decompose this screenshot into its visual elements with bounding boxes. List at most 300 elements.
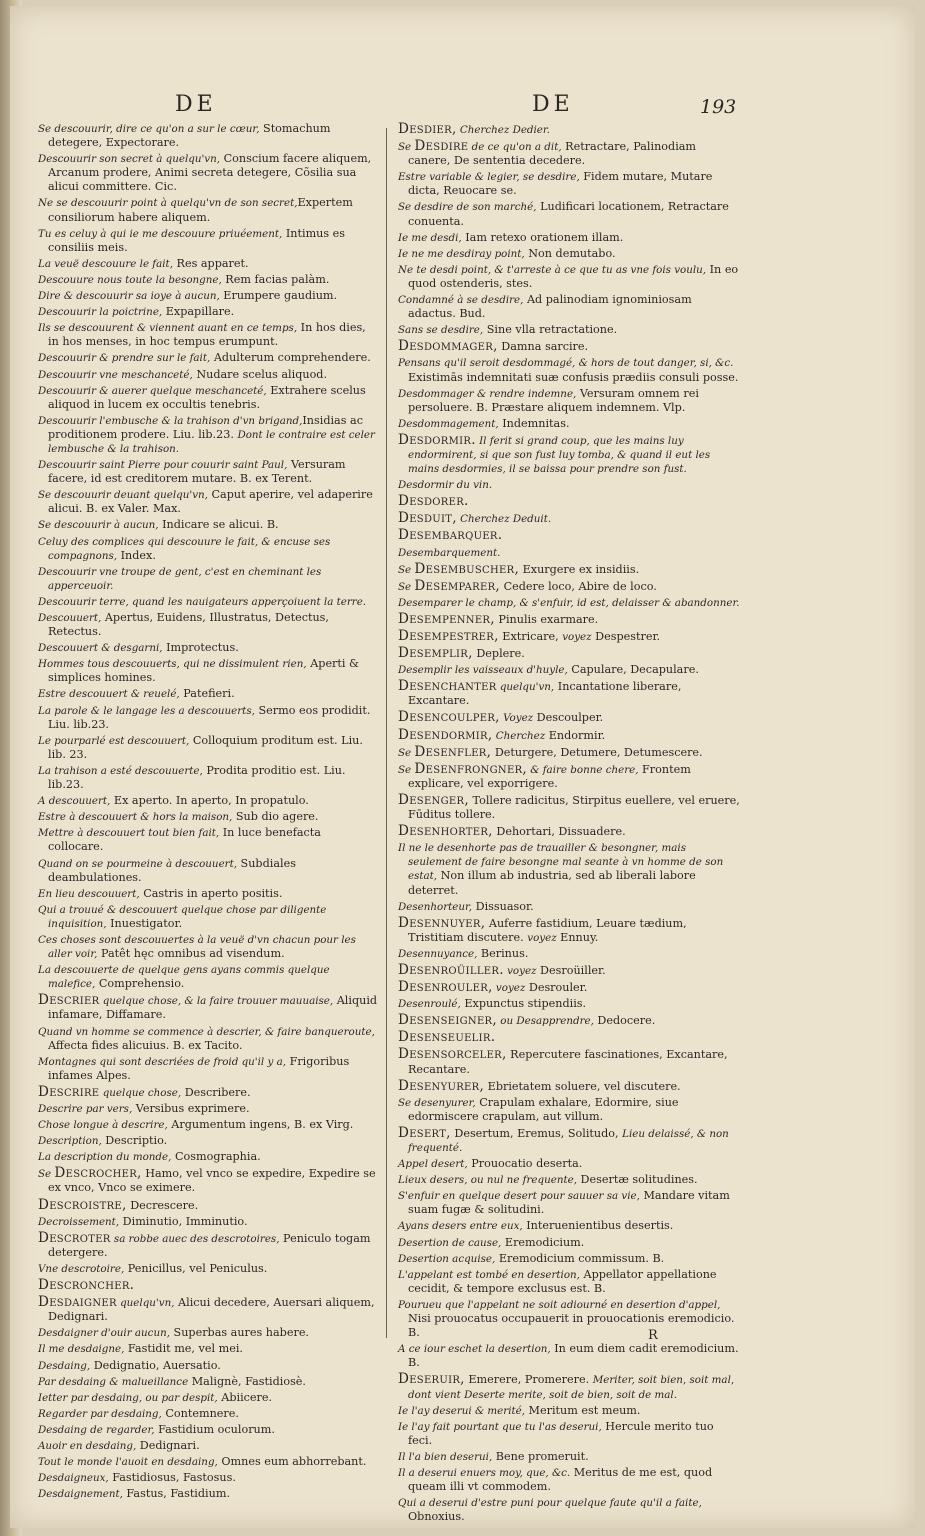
dictionary-entry	[38, 305, 378, 319]
dictionary-entry	[38, 535, 378, 563]
latin-text: Prouocatio deserta.	[467, 1157, 583, 1171]
french-text: Descrire par vers,	[38, 1103, 133, 1115]
french-text: Se desenyurer,	[398, 1096, 476, 1109]
headword: Desdire	[414, 138, 469, 155]
french-text: A ce iour eschet la desertion,	[398, 1343, 551, 1356]
latin-text: Frigoribus infames Alpes.	[48, 1054, 350, 1082]
latin-text: Caput aperire, vel adaperire alicui. B. ex Valer. Max.	[48, 488, 373, 516]
french-text: Condamné à se desdire,	[398, 294, 524, 307]
latin-text: Capulare, Decapulare.	[567, 663, 699, 677]
dictionary-entry	[398, 980, 740, 995]
dictionary-entry	[398, 1342, 740, 1370]
french-text: Celuy des complices qui descouure le fait, & encuse ses compagnons,	[38, 535, 331, 562]
dictionary-entry	[38, 1278, 378, 1293]
latin-text: In eo quod ostenderis, stes.	[408, 262, 739, 290]
dictionary-entry	[398, 663, 740, 677]
french-text: ou Desapprendre,	[497, 1015, 594, 1028]
french-text: L'appelant est tombé en desertion,	[398, 1268, 580, 1281]
latin-text: Erumpere gaudium.	[219, 289, 338, 303]
latin-text: Deturgere, Detumere, Detumescere.	[491, 745, 703, 759]
latin-text: Index.	[117, 548, 156, 562]
dictionary-entry	[38, 1134, 378, 1148]
latin-text: Endormir.	[545, 728, 606, 742]
latin-text: Retractare, Palinodiam canere, De sententia decedere.	[408, 140, 697, 168]
french-text: Descouurir vne meschanceté,	[38, 368, 193, 381]
dictionary-entry	[398, 629, 740, 644]
dictionary-entry	[38, 1455, 378, 1469]
dictionary-entry	[38, 704, 378, 732]
latin-text: Mandare vitam suam fugæ & solitudini.	[408, 1189, 730, 1217]
dictionary-entry	[398, 1450, 740, 1464]
dictionary-entry	[38, 1150, 378, 1164]
headword: Desensorceler,	[398, 1046, 507, 1063]
running-head-right: DE	[532, 92, 574, 117]
headword: Desembarquer.	[398, 527, 503, 544]
latin-text: Abiicere.	[217, 1390, 273, 1404]
dictionary-entry	[398, 122, 740, 137]
dictionary-entry	[38, 1487, 378, 1501]
latin-text: Damna sarcire.	[497, 340, 589, 354]
headword: Desencoulper,	[398, 709, 500, 726]
signature-mark: R	[648, 1328, 658, 1343]
latin-text: Aperti & simplices homines.	[48, 657, 359, 685]
latin-text: Stomachum detegere, Expectorare.	[48, 122, 331, 150]
french-text: Decroissement,	[38, 1215, 120, 1228]
dictionary-entry	[398, 1496, 740, 1524]
latin-text: Versuram omnem rei persoluere. B. Præstare aliquem indemnem. Vlp.	[408, 386, 699, 414]
dictionary-entry	[38, 518, 378, 532]
dictionary-entry	[38, 1198, 378, 1213]
dictionary-entry	[398, 494, 740, 509]
french-text: Description,	[38, 1135, 102, 1148]
right-column	[398, 122, 740, 1526]
latin-text: Indemnitas.	[498, 416, 570, 430]
dictionary-entry	[38, 641, 378, 655]
latin-text: Interuenientibus desertis.	[522, 1219, 674, 1233]
french-text: Quand on se pourmeine à descouuert,	[38, 857, 237, 870]
dictionary-entry	[38, 1231, 378, 1260]
dictionary-entry	[398, 1096, 740, 1124]
french-text: Dont le contraire est celer lembusche & la trahison.	[48, 428, 375, 455]
dictionary-entry	[398, 231, 740, 245]
dictionary-entry	[38, 1407, 378, 1421]
french-text: Desdaigneux,	[38, 1472, 109, 1485]
french-text: quelqu'vn,	[496, 681, 555, 694]
latin-text: Nudare scelus aliquod.	[192, 367, 328, 381]
french-text: Vne descrotoire,	[38, 1262, 125, 1275]
dictionary-entry	[398, 170, 740, 198]
french-text: Descouurir saint Pierre pour couurir saint Paul,	[38, 459, 288, 472]
dictionary-entry	[38, 1085, 378, 1100]
dictionary-entry	[398, 841, 740, 897]
headword: Desempenner,	[398, 610, 495, 627]
dictionary-entry	[398, 1079, 740, 1094]
dictionary-entry	[398, 646, 740, 661]
french-text: Desennuyance,	[398, 947, 478, 960]
latin-text: Argumentum ingens, B. ex Virg.	[167, 1118, 354, 1132]
dictionary-entry	[38, 458, 378, 486]
dictionary-entry	[38, 122, 378, 150]
headword: Desembuscher,	[414, 560, 520, 577]
french-text: Descouurir & prendre sur le fait,	[38, 352, 211, 365]
dictionary-entry	[398, 916, 740, 945]
french-text: Par desdaing & malueillance	[38, 1375, 189, 1388]
french-text: Desenhorteur,	[398, 900, 473, 913]
latin-text: Sine vlla retractatione.	[483, 323, 618, 337]
latin-text: Ex aperto. In aperto, In propatulo.	[110, 794, 309, 808]
french-text: Meriter, soit bien, soit mal, dont vient Deserte merite, soit de bien, soit de mal.	[408, 1374, 735, 1401]
dictionary-entry	[398, 1013, 740, 1028]
latin-text: Nisi prouocatus occupauerit in prouocationis eremodicio. B.	[408, 1312, 735, 1340]
dictionary-entry	[398, 339, 740, 354]
headword: Desemparer,	[414, 577, 501, 594]
french-text: de ce qu'on a dit,	[468, 141, 562, 154]
french-text: voyez	[562, 631, 592, 643]
french-text: Ie l'ay deserui & merité,	[398, 1404, 525, 1417]
dictionary-entry	[38, 1423, 378, 1437]
french-text: Montagnes qui sont descriées de froid qu'il y a,	[38, 1055, 287, 1068]
headword: Desenyurer,	[398, 1077, 485, 1094]
french-text: Lieux desers, ou nul ne frequente,	[398, 1174, 577, 1187]
french-text: Desenroulé,	[398, 998, 461, 1011]
dictionary-entry	[38, 1262, 378, 1276]
french-text: Desembarquement.	[398, 546, 501, 559]
dictionary-entry	[38, 826, 378, 854]
french-text: Cherchez Deduit.	[456, 513, 552, 526]
latin-text: Repercutere fascinationes, Excantare, Recantare.	[408, 1048, 728, 1076]
french-text: Auoir en desdaing,	[38, 1439, 137, 1452]
dictionary-entry	[398, 1126, 740, 1155]
latin-text: Descriptio.	[101, 1134, 168, 1148]
dictionary-entry	[398, 596, 740, 610]
dictionary-entry	[38, 963, 378, 991]
headword: Desenseigner,	[398, 1012, 497, 1029]
latin-text: Auferre fastidium, Leuare tædium, Tristitiam discutere.	[408, 916, 687, 944]
dictionary-entry	[38, 611, 378, 639]
latin-text: Appellator appellatione cecidit, & tempore exclusus est. B.	[408, 1267, 717, 1295]
latin-text: Non illum ab industria, sed ab liberali labore deterret.	[408, 869, 696, 897]
latin-text: Dedocere.	[593, 1014, 656, 1028]
dictionary-entry	[38, 565, 378, 593]
latin-text: Dehortari, Dissuadere.	[492, 825, 626, 839]
french-text: Se	[398, 580, 415, 593]
dictionary-entry	[38, 764, 378, 792]
dictionary-entry	[398, 1030, 740, 1045]
dictionary-entry	[398, 1236, 740, 1250]
latin-text: Extrahere scelus aliquod in lucem ex occultis tenebris.	[48, 383, 366, 411]
french-text: quelqu'vn,	[116, 1297, 175, 1310]
french-text: Desdaing de regarder,	[38, 1423, 155, 1436]
dictionary-entry	[38, 196, 378, 224]
french-text: Cherchez	[492, 729, 546, 742]
french-text: Estre descouuert & reuelé,	[38, 688, 180, 701]
french-text: La veuë descouure le fait,	[38, 257, 173, 270]
french-text: Ne te desdi point, & t'arreste à ce que tu as vne fois voulu,	[398, 263, 707, 276]
french-text: Desdommagement,	[398, 417, 499, 430]
latin-text: Hercule merito tuo feci.	[408, 1419, 714, 1447]
dictionary-entry	[398, 1173, 740, 1187]
french-text: Descouurir la poictrine,	[38, 306, 163, 319]
french-text: Il a deserui enuers moy, que, &c.	[398, 1466, 571, 1479]
latin-text: Frontem explicare, vel exporrigere.	[408, 762, 691, 790]
dictionary-entry	[398, 200, 740, 228]
dictionary-entry	[38, 1166, 378, 1195]
french-text: sa robbe auec des descrotoires,	[110, 1232, 280, 1245]
french-text: Sans se desdire,	[398, 324, 484, 337]
french-text: Appel desert,	[398, 1158, 468, 1171]
french-text: voyez	[503, 964, 537, 977]
headword: Descrocher,	[54, 1165, 142, 1182]
french-text: Se	[398, 563, 415, 576]
latin-text: Existimās indemnitati suæ confusis prædiis consuli posse.	[408, 370, 739, 384]
dictionary-entry	[398, 247, 740, 261]
french-text: Desdommager & rendre indemne,	[398, 387, 577, 400]
latin-text: Despestrer.	[591, 630, 661, 643]
headword: Desert,	[398, 1124, 451, 1141]
french-text: Se descouurir, dire ce qu'on a sur le cœur,	[38, 123, 260, 135]
dictionary-entry	[38, 289, 378, 303]
latin-text: Deplere.	[472, 647, 525, 661]
latin-text: Inuestigator.	[106, 916, 183, 930]
latin-text: Res apparet.	[172, 256, 249, 270]
dictionary-entry	[398, 762, 740, 791]
dictionary-entry	[38, 794, 378, 808]
latin-text: Incantatione liberare, Excantare.	[408, 680, 682, 708]
latin-text: Describere.	[181, 1085, 251, 1099]
latin-text: Decrescere.	[126, 1198, 199, 1212]
french-text: Descouure nous toute la besongne,	[38, 273, 222, 286]
headword: Desenfler,	[414, 743, 492, 760]
headword: Desendormir,	[398, 726, 493, 743]
dictionary-entry	[38, 351, 378, 365]
dictionary-entry	[398, 1189, 740, 1217]
latin-text: Hamo, vel vnco se expedire, Expedire se ex vnco, Vnco se eximere.	[48, 1167, 376, 1195]
dictionary-entry	[398, 963, 740, 978]
dictionary-entry	[398, 1466, 740, 1494]
dictionary-entry	[398, 1404, 740, 1418]
french-text: Descouurir vne troupe de gent, c'est en cheminant les apperceuoir.	[38, 565, 322, 592]
french-text: La trahison a esté descouuerte,	[38, 764, 203, 777]
latin-text: Sub dio agere.	[232, 810, 319, 824]
column-rule	[386, 128, 387, 1338]
latin-text: Patêt hęc omnibus ad visendum.	[97, 947, 285, 961]
french-text: Pensans qu'il seroit desdommagé, & hors de tout danger, si, &c.	[398, 357, 734, 370]
french-text: Pourueu que l'appelant ne soit adiourné en desertion d'appel,	[398, 1298, 721, 1311]
dictionary-entry	[398, 1047, 740, 1076]
latin-text: Intimus es consiliis meis.	[48, 226, 346, 254]
dictionary-entry	[398, 1252, 740, 1266]
latin-text: Versuram facere, id est creditorem mutare. B. ex Terent.	[48, 458, 346, 486]
dictionary-entry	[38, 657, 378, 685]
latin-text: Patefieri.	[179, 687, 235, 701]
latin-text: Prodita proditio est. Liu. lib.23.	[48, 763, 346, 792]
french-text: Voyez	[499, 712, 534, 725]
french-text: Se	[398, 763, 415, 776]
french-text: voyez	[492, 982, 526, 995]
dictionary-entry	[38, 368, 378, 382]
dictionary-entry	[38, 1471, 378, 1485]
latin-text: Pinulis exarmare.	[494, 612, 599, 626]
headword: Descroncher.	[38, 1277, 135, 1294]
dictionary-entry	[398, 356, 740, 384]
latin-text: Castris in aperto positis.	[139, 886, 283, 900]
french-text: Ie ne me desdiray point,	[398, 247, 525, 260]
dictionary-entry	[38, 1102, 378, 1116]
dictionary-entry	[38, 152, 378, 194]
latin-text: Dedignari.	[136, 1438, 200, 1452]
french-text: Se	[398, 141, 415, 154]
headword: Desenrouler,	[398, 979, 493, 996]
french-text: Hommes tous descouuerts, qui ne dissimulent rien,	[38, 658, 307, 671]
running-head-left: DE	[175, 92, 217, 117]
latin-text: Descoulper.	[533, 711, 604, 725]
headword: Desdormir.	[398, 431, 476, 448]
headword: Desdier,	[398, 121, 457, 137]
dictionary-entry	[398, 478, 740, 492]
dictionary-entry	[398, 793, 740, 822]
dictionary-entry	[38, 993, 378, 1022]
headword: Desdaigner	[38, 1294, 117, 1311]
dictionary-entry	[398, 1268, 740, 1296]
dictionary-entry	[398, 293, 740, 321]
left-column	[38, 122, 378, 1503]
french-text: quelque chose, & la faire trouuer mauuaise,	[99, 995, 334, 1008]
latin-text: Exurgere ex insidiis.	[519, 562, 640, 576]
dictionary-entry	[398, 679, 740, 708]
french-text: Mettre à descouuert tout bien fait,	[38, 827, 220, 840]
dictionary-entry	[398, 1420, 740, 1448]
headword: Descroter	[38, 1229, 111, 1246]
latin-text: Insidias ac proditionem prodere. Liu. lib.23.	[48, 413, 363, 441]
dictionary-entry	[38, 595, 378, 609]
french-text: Desemparer le champ, & s'enfuir, id est, delaisser & abandonner.	[398, 596, 740, 609]
french-text: Se descouurir deuant quelqu'vn,	[38, 489, 208, 502]
dictionary-entry	[38, 857, 378, 885]
latin-text: Non demutabo.	[524, 246, 616, 260]
latin-text: Dissuasor.	[472, 899, 534, 913]
french-text: Se descouurir à aucun,	[38, 519, 159, 532]
french-text: La parole & le langage les a descouuerts,	[38, 704, 255, 717]
dictionary-entry	[38, 1055, 378, 1083]
french-text: Tu es celuy à qui ie me descouure priuéement,	[38, 227, 283, 240]
dictionary-entry	[398, 323, 740, 337]
headword: Descroistre,	[38, 1196, 127, 1213]
latin-text: Expapillare.	[162, 305, 235, 319]
latin-text: Superbas aures habere.	[169, 1326, 309, 1340]
dictionary-entry	[398, 433, 740, 476]
dictionary-entry	[38, 227, 378, 255]
french-text: Descouurir son secret à quelqu'vn,	[38, 153, 221, 166]
headword: Descrire	[38, 1083, 100, 1100]
latin-text: Peniculo togam detergere.	[48, 1231, 371, 1259]
french-text: Desertion de cause,	[398, 1236, 502, 1249]
latin-text: Expertem consiliorum habere aliquem.	[48, 196, 353, 224]
dictionary-entry	[398, 1157, 740, 1171]
french-text: Le pourparlé est descouuert,	[38, 734, 190, 747]
dictionary-entry	[398, 528, 740, 543]
french-text: Desertion acquise,	[398, 1252, 496, 1265]
latin-text: Alicui decedere, Auersari aliquem, Dedignari.	[48, 1296, 375, 1324]
latin-text: Versibus exprimere.	[132, 1102, 250, 1115]
french-text: Descouurir & auerer quelque meschanceté,	[38, 384, 267, 397]
french-text: Estre variable & legier, se desdire,	[398, 171, 580, 184]
french-text: A descouuert,	[38, 795, 111, 808]
latin-text: Subdiales deambulationes.	[48, 856, 296, 884]
dictionary-entry	[398, 263, 740, 291]
latin-text: Ennuy.	[556, 930, 599, 944]
dictionary-entry	[398, 579, 740, 594]
dictionary-entry	[398, 900, 740, 914]
french-text: Qui a deserui d'estre puni pour quelque faute qu'il a faite,	[398, 1497, 702, 1510]
latin-text: Fastus, Fastidium.	[122, 1487, 230, 1501]
french-text: Desdaing,	[38, 1359, 91, 1372]
french-text: Lieu delaissé, & non frequenté.	[408, 1127, 729, 1154]
french-text: quelque chose,	[99, 1086, 182, 1099]
dictionary-entry	[398, 387, 740, 415]
headword: Desduit,	[398, 510, 457, 527]
dictionary-entry	[398, 728, 740, 743]
dictionary-entry	[398, 745, 740, 760]
dictionary-entry	[38, 734, 378, 762]
latin-text: Meritum est meum.	[525, 1403, 641, 1417]
french-text: Ietter par desdaing, ou par despit,	[38, 1391, 218, 1404]
dictionary-entry	[38, 1025, 378, 1053]
latin-text: Berinus.	[477, 946, 529, 960]
french-text: Desdaigner d'ouir aucun,	[38, 1327, 170, 1340]
dictionary-entry	[398, 1298, 740, 1340]
latin-text: Eremodicium commissum. B.	[495, 1251, 665, 1265]
dictionary-entry	[398, 417, 740, 431]
dictionary-entry	[398, 612, 740, 627]
dictionary-entry	[38, 1215, 378, 1229]
latin-text: Bene promeruit.	[492, 1449, 589, 1463]
latin-text: Iam retexo orationem illam.	[461, 230, 624, 244]
french-text: Il me desdaigne,	[38, 1343, 125, 1356]
dictionary-entry	[38, 1342, 378, 1356]
french-text: S'enfuir en quelque desert pour sauuer sa vie,	[398, 1190, 640, 1203]
latin-text: In hos dies, in hos menses, in hoc tempus erumpunt.	[48, 321, 366, 349]
headword: Desenchanter	[398, 678, 497, 695]
headword: Desenseuelir.	[398, 1029, 496, 1046]
french-text: Regarder par desdaing,	[38, 1407, 162, 1420]
latin-text: Fastidit me, vel mei.	[124, 1342, 243, 1356]
dictionary-entry	[38, 687, 378, 701]
french-text: Descouuert & desgarni,	[38, 642, 163, 655]
french-text: Desemplir les vaisseaux d'huyle,	[398, 664, 568, 677]
dictionary-entry	[38, 1295, 378, 1324]
headword: Deseruir,	[398, 1371, 465, 1388]
dictionary-entry	[398, 562, 740, 577]
french-text: Se	[398, 746, 415, 759]
latin-text: Fastidium oculorum.	[154, 1422, 275, 1436]
french-text: Ayans desers entre eux,	[398, 1220, 523, 1233]
dictionary-entry	[38, 414, 378, 456]
french-text: Cherchez Dedier.	[456, 124, 550, 136]
latin-text: Aliquid infamare, Diffamare.	[48, 994, 378, 1022]
headword: Desenfrongner,	[414, 760, 528, 777]
latin-text: Contemnere.	[161, 1406, 239, 1420]
french-text: En lieu descouuert,	[38, 887, 140, 900]
headword: Descrier	[38, 992, 100, 1009]
headword: Desenger,	[398, 791, 469, 808]
dictionary-entry	[398, 824, 740, 839]
french-text: Descouurir l'embusche & la trahison d'vn brigand,	[38, 414, 303, 427]
dictionary-entry	[38, 1326, 378, 1340]
latin-text: Ebrietatem soluere, vel discutere.	[484, 1079, 681, 1093]
latin-text: Conscium facere aliquem, Arcanum prodere, Animi secreta detegere, Cõsilia sua alicui committere. Cic.	[48, 152, 372, 194]
headword: Desdommager,	[398, 338, 498, 355]
latin-text: Fastidiosus, Fastosus.	[108, 1471, 236, 1485]
